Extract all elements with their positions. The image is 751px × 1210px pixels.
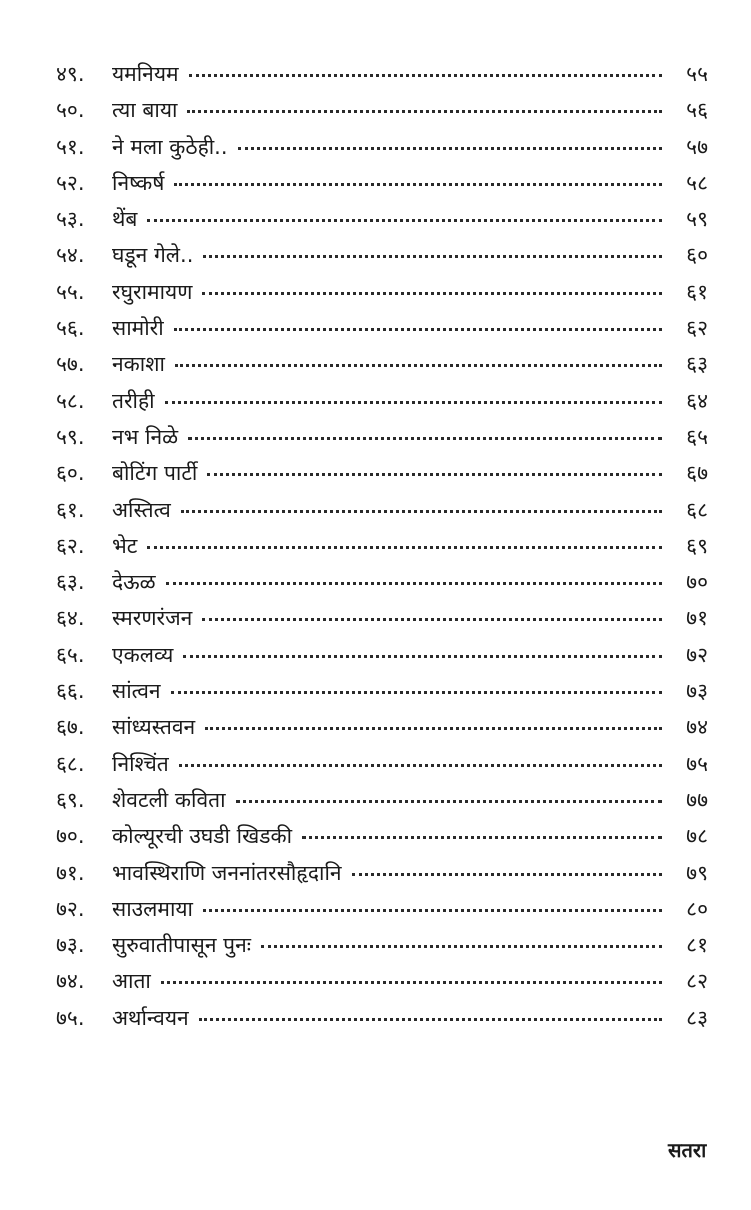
- dot-leader: [161, 981, 662, 984]
- entry-number: ६२.: [56, 533, 85, 558]
- entry-number: ५४.: [56, 243, 85, 268]
- entry-page-number: ६४: [686, 388, 708, 413]
- entry-title: कोल्यूरची उघडी खिडकी: [112, 824, 293, 849]
- dot-leader: [203, 255, 662, 258]
- entry-title: आता: [112, 969, 151, 994]
- toc-entry: [56, 92, 708, 128]
- entry-page-number: ७८: [686, 824, 708, 849]
- entry-title: भावस्थिराणि जननांतरसौहृदानि: [112, 860, 342, 885]
- entry-page-number: ६२: [686, 316, 708, 341]
- entry-number: ६४.: [56, 606, 85, 631]
- toc-entry: [56, 419, 708, 455]
- toc-entry: [56, 528, 708, 564]
- entry-page-number: ७५: [686, 751, 708, 776]
- entry-number: ५०.: [56, 98, 85, 123]
- toc-entry: [56, 237, 708, 273]
- entry-page-number: ६९: [686, 533, 708, 558]
- toc-entry: [56, 346, 708, 382]
- dot-leader: [188, 437, 662, 440]
- entry-number: ५९.: [56, 424, 85, 449]
- entry-page-number: ७२: [686, 642, 708, 667]
- entry-number: ५६.: [56, 316, 85, 341]
- toc-entry: [56, 129, 708, 165]
- entry-page-number: ५९: [686, 207, 708, 232]
- dot-leader: [187, 110, 662, 113]
- dot-leader: [207, 473, 662, 476]
- dot-leader: [203, 909, 662, 912]
- entry-page-number: ६८: [686, 497, 708, 522]
- toc-entry: [56, 56, 708, 92]
- entry-title: अर्थान्वयन: [112, 1005, 189, 1030]
- dot-leader: [174, 183, 662, 186]
- toc-entry: [56, 201, 708, 237]
- dot-leader: [183, 655, 662, 658]
- entry-page-number: ५५: [686, 62, 708, 86]
- dot-leader: [202, 618, 662, 621]
- entry-number: ७२.: [56, 896, 85, 921]
- entry-page-number: ७९: [686, 860, 708, 885]
- entry-title: सामोरी: [112, 316, 164, 341]
- entry-number: ६५.: [56, 642, 85, 667]
- dot-leader: [261, 945, 662, 948]
- dot-leader: [174, 328, 662, 331]
- entry-number: ६०.: [56, 461, 85, 486]
- entry-number: ५२.: [56, 170, 85, 195]
- entry-page-number: ७०: [686, 570, 708, 595]
- dot-leader: [171, 691, 662, 694]
- entry-number: ६८.: [56, 751, 85, 776]
- entry-number: ५५.: [56, 279, 85, 304]
- page-folio: सतरा: [668, 1138, 707, 1162]
- entry-number: ७४.: [56, 969, 85, 994]
- entry-number: ४९.: [56, 62, 85, 86]
- entry-title: नभ निळे: [112, 424, 179, 449]
- entry-title: थेंब: [112, 207, 138, 232]
- entry-number: ६७.: [56, 715, 85, 740]
- dot-leader: [202, 292, 662, 295]
- toc-entry: [56, 310, 708, 346]
- entry-page-number: ८३: [686, 1005, 708, 1030]
- entry-page-number: ५७: [686, 134, 708, 159]
- entry-page-number: ७४: [686, 715, 708, 740]
- entry-page-number: ६५: [686, 424, 708, 449]
- toc-entry: [56, 927, 708, 963]
- entry-page-number: ५६: [686, 98, 708, 123]
- toc-entry: [56, 383, 708, 419]
- dot-leader: [179, 764, 662, 767]
- entry-page-number: ६७: [686, 461, 708, 486]
- entry-page-number: ६३: [686, 352, 708, 377]
- dot-leader: [236, 800, 662, 803]
- entry-number: ६३.: [56, 570, 85, 595]
- entry-number: ७१.: [56, 860, 85, 885]
- entry-page-number: ६१: [686, 279, 708, 304]
- entry-number: ६१.: [56, 497, 85, 522]
- entry-number: ७५.: [56, 1005, 85, 1030]
- entry-title: स्मरणरंजन: [112, 606, 193, 631]
- entry-number: ५१.: [56, 134, 85, 159]
- dot-leader: [147, 219, 662, 222]
- dot-leader: [302, 836, 662, 839]
- entry-page-number: ७३: [686, 679, 708, 704]
- entry-title: घडून गेले..: [112, 243, 194, 268]
- entry-title: साउलमाया: [112, 896, 193, 921]
- toc-entry: [56, 709, 708, 745]
- toc-entry: [56, 165, 708, 201]
- dot-leader: [165, 401, 662, 404]
- entry-title: सुरुवातीपासून पुनः: [112, 933, 251, 958]
- entry-page-number: ८२: [686, 969, 708, 994]
- entry-title: देऊळ: [112, 570, 156, 595]
- toc-entry: [56, 855, 708, 891]
- entry-number: ५३.: [56, 207, 85, 232]
- entry-page-number: ८१: [686, 933, 708, 958]
- entry-page-number: ५८: [686, 170, 708, 195]
- dot-leader: [189, 74, 662, 77]
- dot-leader: [166, 582, 662, 585]
- dot-leader: [147, 546, 662, 549]
- table-of-contents: [56, 56, 708, 1036]
- entry-title: बोटिंग पार्टी: [112, 461, 198, 486]
- entry-title: त्या बाया: [112, 98, 178, 123]
- dot-leader: [352, 873, 662, 876]
- toc-entry: [56, 891, 708, 927]
- toc-entry: [56, 1000, 708, 1036]
- entry-number: ५८.: [56, 388, 85, 413]
- toc-entry: [56, 274, 708, 310]
- toc-entry: [56, 746, 708, 782]
- dot-leader: [181, 510, 662, 513]
- toc-entry: [56, 492, 708, 528]
- toc-entry: [56, 963, 708, 999]
- entry-number: ६९.: [56, 787, 85, 812]
- entry-title: नकाशा: [112, 352, 165, 377]
- entry-page-number: ७१: [686, 606, 708, 631]
- entry-title: यमनियम: [112, 62, 179, 86]
- entry-title: सांत्वन: [112, 679, 161, 704]
- toc-entry: [56, 637, 708, 673]
- entry-title: भेट: [112, 533, 138, 558]
- dot-leader: [238, 147, 662, 150]
- dot-leader: [199, 1018, 662, 1021]
- entry-number: ७०.: [56, 824, 85, 849]
- entry-page-number: ६०: [686, 243, 708, 268]
- entry-title: शेवटली कविता: [112, 787, 226, 812]
- toc-entry: [56, 782, 708, 818]
- toc-entry: [56, 564, 708, 600]
- entry-title: तरीही: [112, 388, 155, 413]
- toc-entry: [56, 600, 708, 636]
- entry-number: ५७.: [56, 352, 85, 377]
- entry-title: सांध्यस्तवन: [112, 715, 196, 740]
- entry-title: निश्चिंत: [112, 751, 169, 776]
- entry-number: ६६.: [56, 679, 85, 704]
- entry-title: रघुरामायण: [112, 279, 193, 304]
- toc-entry: [56, 818, 708, 854]
- entry-page-number: ८०: [686, 896, 708, 921]
- entry-title: अस्तित्व: [112, 497, 171, 522]
- toc-entry: [56, 455, 708, 491]
- entry-number: ७३.: [56, 933, 85, 958]
- dot-leader: [205, 727, 662, 730]
- toc-entry: [56, 673, 708, 709]
- entry-page-number: ७७: [686, 787, 708, 812]
- entry-title: एकलव्य: [112, 642, 174, 667]
- dot-leader: [175, 364, 662, 367]
- entry-title: निष्कर्ष: [112, 170, 165, 195]
- entry-title: ने मला कुठेही..: [112, 134, 228, 159]
